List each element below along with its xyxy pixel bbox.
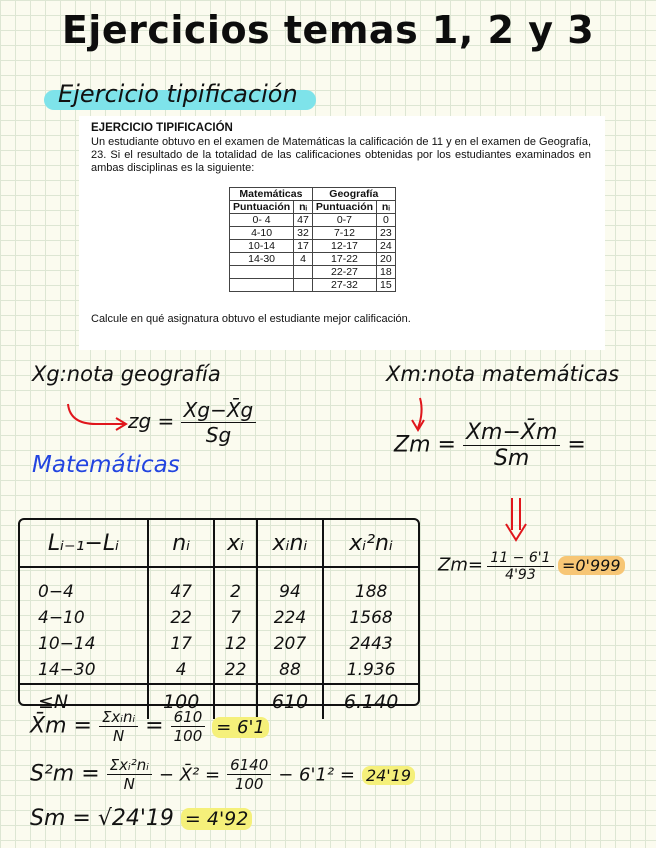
group-math: Matemáticas [230, 188, 313, 201]
red-double-arrow [506, 498, 526, 540]
col-score: Puntuación [230, 201, 294, 214]
header-xini: xᵢnᵢ [257, 520, 323, 567]
table-row: 10-14 17 12-17 24 [230, 240, 396, 253]
table-row: 22-27 18 [230, 266, 396, 279]
table-row: 14-30 4 17-22 20 [230, 253, 396, 266]
col-score: Puntuación [312, 201, 376, 214]
table-row: 0- 4 47 0-7 0 [230, 214, 396, 227]
frequency-table [18, 518, 420, 713]
header-ni: nᵢ [148, 520, 214, 567]
xm-definition: Xm:nota matemáticas [386, 362, 620, 386]
col-n: nᵢ [377, 201, 396, 214]
table-row: 4−10 22 7 224 1568 [20, 605, 418, 631]
variance-formula: S²m = $\frac{\text{Σxᵢ²nᵢ}}{N}$ − X̄² = $\frac{6140}{100}$ − 6'1² = 24'19 [30, 756, 415, 793]
table-row: 27-32 15 [230, 279, 396, 292]
page-title: Ejercicios temas 1, 2 y 3 [61, 8, 595, 52]
header-xi2ni: xᵢ²nᵢ [323, 520, 418, 567]
group-geo: Geografía [312, 188, 395, 201]
exercise-text: Un estudiante obtuvo en el examen de Matemáticas la calificación de 11 y en el examen de Geografía, 23. Si el resultado de la totalidad de las calificaciones obtenidas por los estudiantes examinados en ambas disciplinas es la siguiente: [91, 136, 591, 174]
exercise-heading: EJERCICIO TIPIFICACIÓN [91, 122, 233, 134]
red-arrow-zg [68, 404, 124, 424]
header-interval: Lᵢ₋₁−Lᵢ [20, 520, 148, 567]
std-dev-formula: Sm = √24'19 = 4'92 [30, 806, 252, 831]
mean-result: = 6'1 [212, 717, 269, 738]
table-row: 0−4 47 2 94 188 [20, 567, 418, 605]
math-heading: Matemáticas [32, 452, 180, 478]
zg-formula: zg = $\frac{Xg-X̄g}{Sg}$ [128, 398, 256, 447]
table-row: 10−14 17 12 207 2443 [20, 631, 418, 657]
table-row: 4-10 32 7-12 23 [230, 227, 396, 240]
col-n: nᵢ [294, 201, 313, 214]
xg-definition: Xg:nota geografía [32, 362, 221, 386]
exercise-question: Calcule en qué asignatura obtuvo el estudiante mejor calificación. [91, 313, 411, 325]
std-dev-result: = 4'92 [181, 808, 252, 830]
mean-formula: X̄m = $\frac{\text{Σxᵢnᵢ}}{N}$ = $\frac{610}{100}$ = 6'1 [30, 708, 269, 745]
variance-result: 24'19 [362, 766, 415, 785]
subtitle: Ejercicio tipificación [58, 80, 298, 108]
zm-formula: Zm = $\frac{Xm-X̄m}{Sm}$ = [394, 420, 586, 471]
zm-result-value: =0'999 [558, 556, 625, 575]
table-total-row: ≤N 100 610 6.140 [20, 684, 418, 719]
header-xi: xᵢ [214, 520, 256, 567]
zm-result: Zm= $\frac{11 - 6'1}{4'93}$ =0'999 [438, 550, 625, 583]
table-row: 14−30 4 22 88 1.936 [20, 657, 418, 684]
